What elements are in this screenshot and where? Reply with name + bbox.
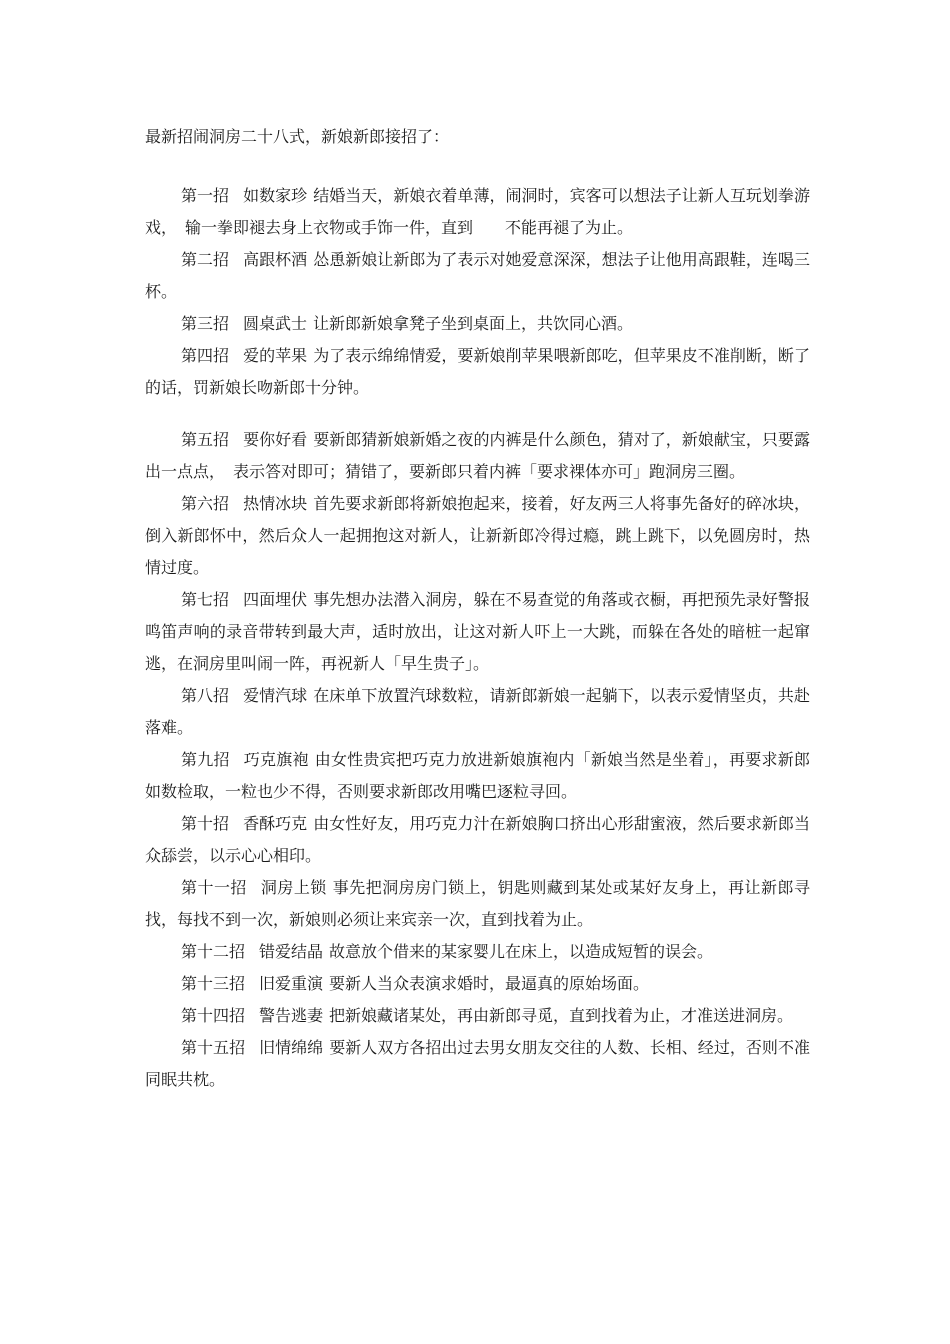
item-number: 第十二招 [181, 942, 246, 961]
item-number: 第一招 [181, 186, 230, 205]
item-text: 要新人当众表演求婚时，最逼真的原始场面。 [329, 974, 650, 993]
item-text: 事先想办法潜入洞房，躲在不易查觉的角落或衣橱，再把预先录好警报鸣笛声响的录音带转到最大声，适时放出，让这对新人吓上一大跳，而躲在各处的暗桩一起窜逃，在洞房里叫闹一阵，再祝新人「早生贵子」。 [145, 590, 810, 673]
item-text: 事先把洞房房门锁上，钥匙则藏到某处或某好友身上，再让新郎寻找，每找不到一次，新娘则必须让来宾亲一次，直到找着为止。 [145, 878, 810, 929]
item-name: 巧克旗袍 [243, 750, 309, 769]
item-number: 第三招 [181, 314, 230, 333]
item-name: 四面埋伏 [243, 590, 308, 609]
list-item [145, 424, 810, 488]
item-text: 由女性好友，用巧克力汁在新娘胸口挤出心形甜蜜液，然后要求新郎当众舔尝，以示心心相印。 [145, 814, 810, 865]
item-number: 第十五招 [181, 1038, 246, 1057]
item-name: 旧情绵绵 [259, 1038, 324, 1057]
list-item [145, 488, 810, 584]
item-number: 第十三招 [181, 974, 246, 993]
item-text: 在床单下放置汽球数粒，请新郎新娘一起躺下，以表示爱情坚贞，共赴落难。 [145, 686, 810, 737]
list-item [145, 808, 810, 872]
item-text: 首先要求新郎将新娘抱起来，接着，好友两三人将事先备好的碎冰块，倒入新郎怀中，然后众人一起拥抱这对新人，让新新郎冷得过瘾，跳上跳下，以免圆房时，热情过度。 [145, 494, 810, 577]
list-item [145, 1032, 810, 1096]
item-name: 热情冰块 [243, 494, 308, 513]
list-item [145, 180, 810, 244]
item-number: 第二招 [181, 250, 230, 269]
list-item [145, 1000, 810, 1032]
item-number: 第七招 [181, 590, 230, 609]
list-item [145, 680, 810, 744]
item-number: 第四招 [181, 346, 230, 365]
item-number: 第五招 [181, 430, 230, 449]
item-number: 第十一招 [181, 878, 247, 897]
item-text: 把新娘藏诸某处，再由新郎寻觅，直到找着为止，才准送进洞房。 [329, 1006, 794, 1025]
document-body [145, 180, 810, 1096]
list-item [145, 340, 810, 404]
item-text: 故意放个借来的某家婴儿在床上，以造成短暂的误会。 [329, 942, 714, 961]
item-number: 第九招 [181, 750, 230, 769]
item-name: 爱情汽球 [243, 686, 308, 705]
list-item [145, 872, 810, 936]
item-name: 高跟杯酒 [243, 250, 308, 269]
list-item [145, 308, 810, 340]
item-name: 爱的苹果 [243, 346, 308, 365]
item-text: 怂恿新娘让新郎为了表示对她爱意深深，想法子让他用高跟鞋，连喝三杯。 [145, 250, 810, 301]
item-name: 错爱结晶 [259, 942, 324, 961]
item-name: 圆桌武士 [243, 314, 308, 333]
item-name: 警告逃妻 [259, 1006, 324, 1025]
list-item [145, 584, 810, 680]
item-number: 第八招 [181, 686, 230, 705]
item-number: 第十四招 [181, 1006, 246, 1025]
list-item [145, 936, 810, 968]
list-item [145, 968, 810, 1000]
document-title: 最新招闹洞房二十八式，新娘新郎接招了： [145, 127, 450, 146]
item-text: 为了表示绵绵情爱，要新娘削苹果喂新郎吃，但苹果皮不准削断，断了的话，罚新娘长吻新郎十分钟。 [145, 346, 810, 397]
item-text: 结婚当天，新娘衣着单薄，闹洞时，宾客可以想法子让新人互玩划拳游戏， 输一拳即褪去身上衣物或手饰一件，直到 不能再褪了为止。 [145, 186, 810, 237]
item-text: 要新人双方各招出过去男女朋友交往的人数、长相、经过，否则不准同眠共枕。 [145, 1038, 810, 1089]
item-text: 让新郎新娘拿凳子坐到桌面上，共饮同心酒。 [313, 314, 634, 333]
item-name: 如数家珍 [243, 186, 308, 205]
item-name: 洞房上锁 [260, 878, 327, 897]
list-item [145, 244, 810, 308]
item-number: 第十招 [181, 814, 230, 833]
item-name: 旧爱重演 [259, 974, 324, 993]
item-name: 香酥巧克 [243, 814, 308, 833]
item-text: 由女性贵宾把巧克力放进新娘旗袍内「新娘当然是坐着」，再要求新郎如数检取，一粒也少不得，否则要求新郎改用嘴巴逐粒寻回。 [145, 750, 810, 801]
item-number: 第六招 [181, 494, 230, 513]
list-item [145, 744, 810, 808]
item-text: 要新郎猜新娘新婚之夜的内裤是什么颜色，猜对了，新娘献宝，只要露出一点点， 表示答对即可；猜错了，要新郎只着内裤「要求裸体亦可」跑洞房三圈。 [145, 430, 810, 481]
item-name: 要你好看 [243, 430, 308, 449]
